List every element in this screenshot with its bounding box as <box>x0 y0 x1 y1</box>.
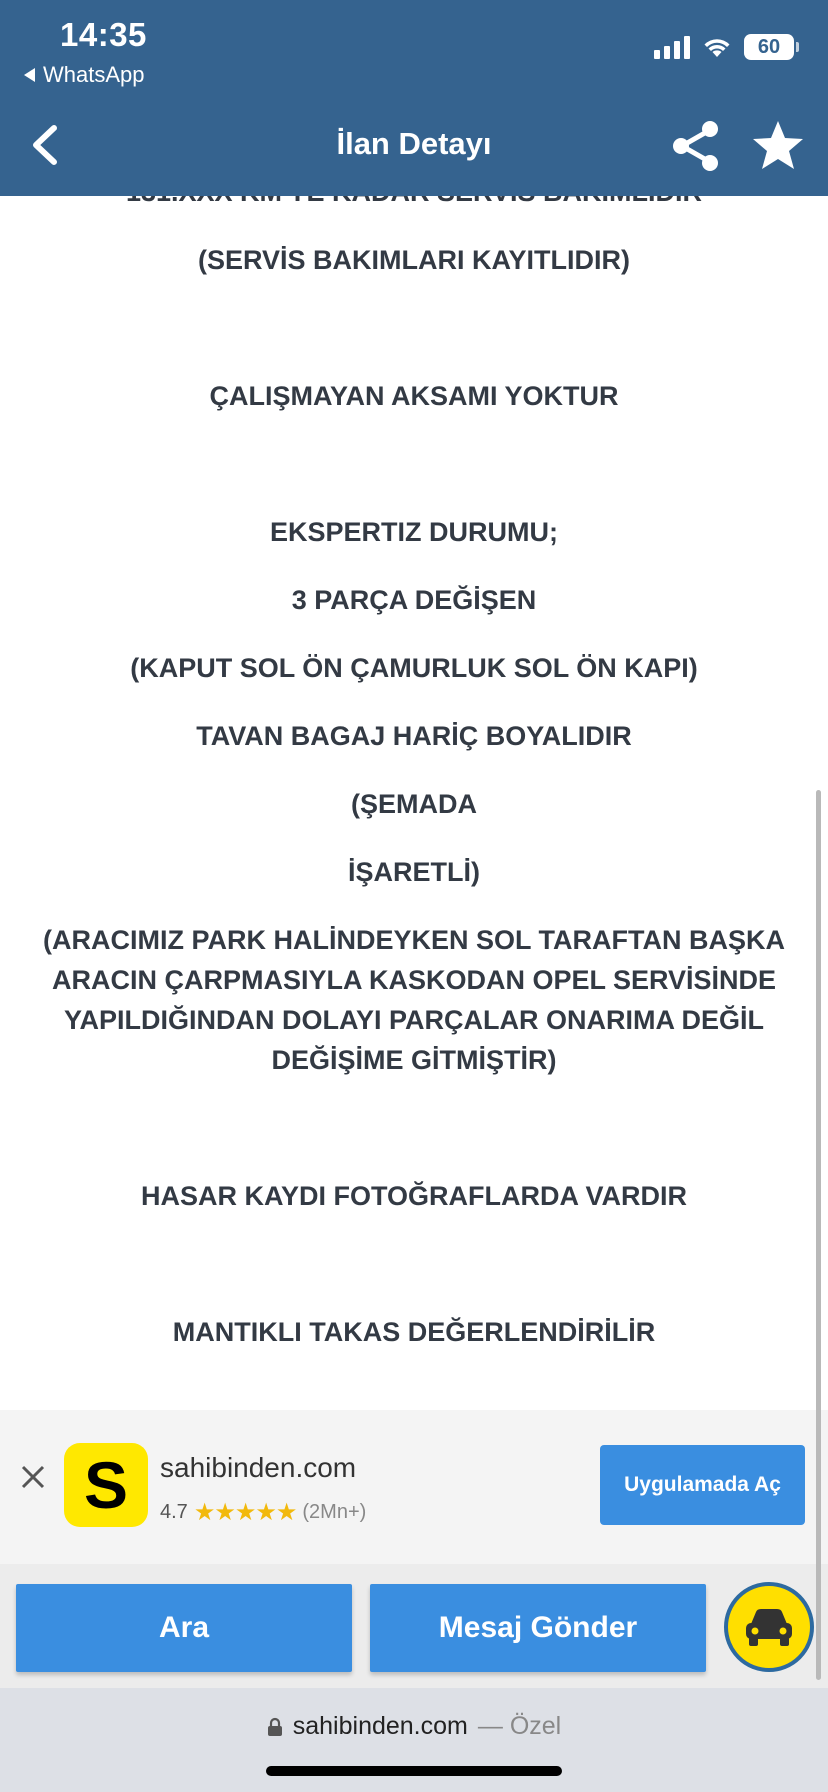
app-rating <box>160 1498 366 1527</box>
rating-value: 4.7 <box>160 1501 188 1523</box>
description-line: (KAPUT SOL ÖN ÇAMURLUK SOL ÖN KAPI) <box>130 653 698 683</box>
description-line: TAVAN BAGAJ HARİÇ BOYALIDIR <box>196 721 632 751</box>
description-line: İŞARETLİ) <box>348 857 480 887</box>
scrollbar[interactable] <box>816 790 821 1680</box>
description-line: 3 PARÇA DEĞİŞEN <box>291 585 537 615</box>
url-text: sahibinden.com <box>292 1712 468 1740</box>
app-header <box>0 0 828 196</box>
lock-icon <box>267 1717 283 1737</box>
app-install-banner <box>0 1410 828 1564</box>
action-bar <box>0 1564 828 1688</box>
open-in-app-button[interactable]: Uygulamada Aç <box>600 1445 805 1525</box>
app-name: sahibinden.com <box>160 1452 357 1483</box>
description-paragraph: (ARACIMIZ PARK HALİNDEYKEN SOL TARAFTAN BAŞKA ARACIN ÇARPMASIYLA KASKODAN OPEL SERVİSİNDE YAPILDIĞINDAN DOLAYI PARÇALAR ONARIMA DEĞİL DEĞİŞİME GİTMİŞTİR) <box>43 925 785 1075</box>
close-icon[interactable] <box>18 1462 48 1492</box>
rating-count: (2Mn+) <box>302 1501 367 1523</box>
car-icon <box>741 1604 797 1650</box>
description-line: HASAR KAYDI FOTOĞRAFLARDA VARDIR <box>140 1181 687 1211</box>
share-icon[interactable] <box>670 118 722 174</box>
call-button[interactable]: Ara <box>16 1584 352 1672</box>
description-line: (SERVİS BAKIMLARI KAYITLIDIR) <box>197 245 631 275</box>
send-message-button[interactable]: Mesaj Gönder <box>370 1584 706 1672</box>
rating-stars-icon: ★★★★★ <box>193 1499 297 1526</box>
description-line: EKSPERTIZ DURUMU; <box>270 517 558 547</box>
browser-url-bar <box>0 1688 828 1792</box>
description-line: (ŞEMADA <box>351 789 477 819</box>
listing-description <box>0 196 828 1410</box>
star-icon[interactable] <box>750 118 806 174</box>
url-display[interactable] <box>0 1712 828 1741</box>
status-indicators <box>654 34 794 60</box>
car-swap-button[interactable] <box>724 1582 814 1672</box>
wifi-icon <box>702 36 732 58</box>
battery-icon <box>744 34 794 60</box>
back-app-label: WhatsApp <box>43 62 145 87</box>
cellular-signal-icon <box>654 35 690 59</box>
back-triangle-icon <box>24 68 35 82</box>
page-title: İlan Detayı <box>336 126 492 161</box>
status-time: 14:35 <box>60 16 147 53</box>
back-to-app-link[interactable] <box>24 62 145 88</box>
private-label: — Özel <box>477 1712 562 1740</box>
description-line: MANTIKLI TAKAS DEĞERLENDİRİLİR <box>172 1317 656 1347</box>
app-logo: S <box>64 1443 148 1527</box>
battery-level: 60 <box>757 35 781 58</box>
description-line: ÇALIŞMAYAN AKSAMI YOKTUR <box>209 381 619 411</box>
home-indicator[interactable] <box>266 1766 562 1776</box>
